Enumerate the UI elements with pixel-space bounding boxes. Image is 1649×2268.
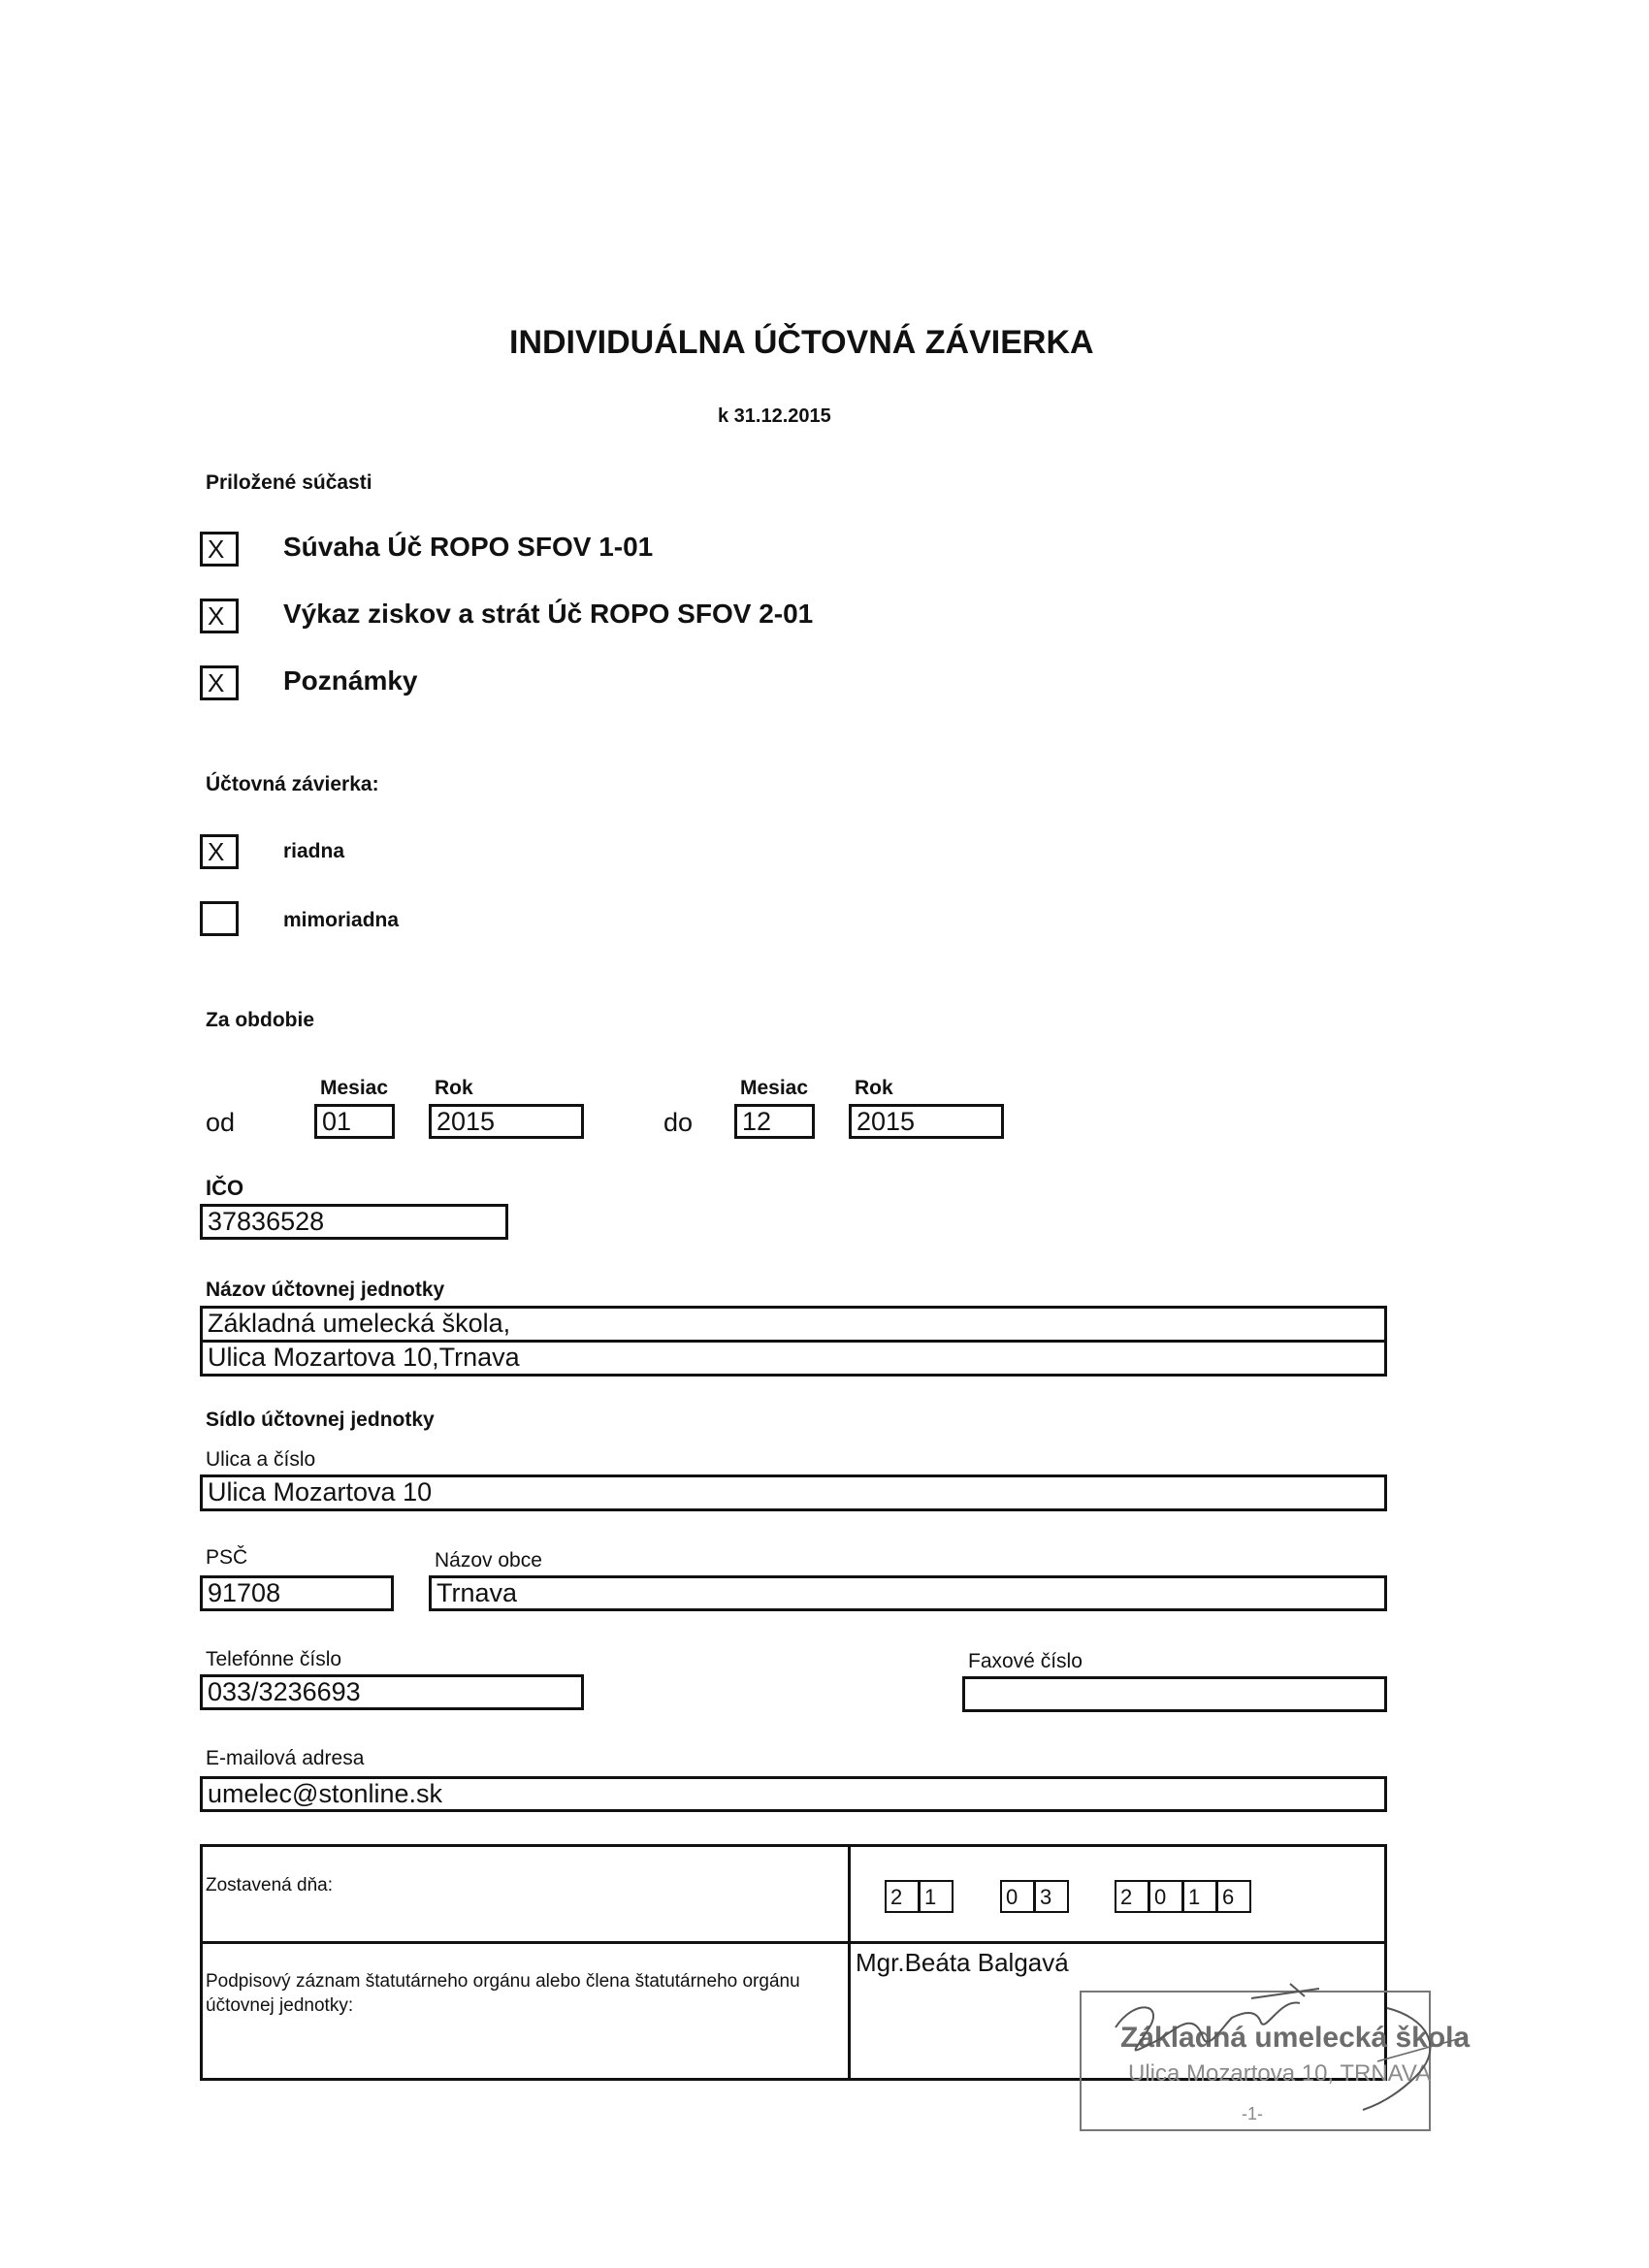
signature-label: Podpisový záznam štatutárneho orgánu alebo člena štatutárneho orgánu účtovnej jednotky: bbox=[206, 1971, 800, 2016]
stamp-page-number: -1- bbox=[1242, 2104, 1263, 2123]
compiled-day-digit-1[interactable]: 2 bbox=[885, 1880, 920, 1913]
city-field[interactable]: Trnava bbox=[429, 1575, 1387, 1611]
phone-field[interactable]: 033/3236693 bbox=[200, 1674, 584, 1710]
to-month-label: Mesiac bbox=[740, 1077, 809, 1099]
from-month-label: Mesiac bbox=[320, 1077, 389, 1099]
to-year-field[interactable]: 2015 bbox=[849, 1104, 1004, 1139]
date-line: k 31.12.2015 bbox=[718, 405, 831, 427]
from-year-label: Rok bbox=[435, 1077, 473, 1099]
table-horizontal-divider bbox=[200, 1941, 1387, 1944]
signatory-name: Mgr.Beáta Balgavá bbox=[856, 1948, 1069, 1977]
ico-label: IČO bbox=[206, 1176, 244, 1200]
compiled-label: Zostavená dňa: bbox=[206, 1875, 333, 1895]
from-label: od bbox=[206, 1108, 236, 1137]
attachment-profit-loss-checkbox[interactable]: X bbox=[200, 599, 239, 633]
handwritten-signature bbox=[1096, 1969, 1504, 2115]
stamp-text-line2: Ulica Mozartova 10, TRNAVA bbox=[1128, 2060, 1432, 2087]
fax-field[interactable] bbox=[962, 1676, 1387, 1712]
table-vertical-divider bbox=[848, 1844, 851, 2081]
compiled-day-digit-2[interactable]: 1 bbox=[919, 1880, 954, 1913]
stamp-text-line1: Základná umelecká škola bbox=[1120, 2022, 1471, 2054]
email-label: E-mailová adresa bbox=[206, 1747, 365, 1769]
entity-name-line1-field[interactable]: Základná umelecká škola, bbox=[200, 1306, 1387, 1343]
attachment-notes-label: Poznámky bbox=[283, 665, 418, 696]
compiled-year-digit-3[interactable]: 1 bbox=[1182, 1880, 1217, 1913]
closing-regular-label: riadna bbox=[283, 840, 345, 862]
attachment-balance-label: Súvaha Úč ROPO SFOV 1-01 bbox=[283, 532, 654, 562]
city-label: Názov obce bbox=[435, 1549, 542, 1571]
to-month-field[interactable]: 12 bbox=[734, 1104, 815, 1139]
closing-regular-checkbox[interactable]: X bbox=[200, 834, 239, 869]
compiled-year-digit-2[interactable]: 0 bbox=[1148, 1880, 1183, 1913]
street-field[interactable]: Ulica Mozartova 10 bbox=[200, 1474, 1387, 1511]
compiled-month-digit-1[interactable]: 0 bbox=[1000, 1880, 1035, 1913]
from-month-field[interactable]: 01 bbox=[314, 1104, 395, 1139]
to-label: do bbox=[663, 1108, 694, 1137]
ico-field[interactable]: 37836528 bbox=[200, 1204, 508, 1240]
closing-heading: Účtovná závierka: bbox=[206, 773, 379, 795]
email-field[interactable]: umelec@stonline.sk bbox=[200, 1776, 1387, 1812]
period-heading: Za obdobie bbox=[206, 1009, 314, 1031]
entity-name-line2-field[interactable]: Ulica Mozartova 10,Trnava bbox=[200, 1340, 1387, 1377]
compiled-month-digit-2[interactable]: 3 bbox=[1034, 1880, 1069, 1913]
from-year-field[interactable]: 2015 bbox=[429, 1104, 584, 1139]
street-label: Ulica a číslo bbox=[206, 1448, 316, 1471]
to-year-label: Rok bbox=[855, 1077, 893, 1099]
compiled-year-digit-1[interactable]: 2 bbox=[1115, 1880, 1149, 1913]
page-title: INDIVIDUÁLNA ÚČTOVNÁ ZÁVIERKA bbox=[509, 324, 1094, 361]
compiled-year-digit-4[interactable]: 6 bbox=[1216, 1880, 1251, 1913]
attachment-balance-checkbox[interactable]: X bbox=[200, 532, 239, 567]
phone-label: Telefónne číslo bbox=[206, 1648, 342, 1670]
attachments-heading: Priložené súčasti bbox=[206, 471, 372, 494]
psc-field[interactable]: 91708 bbox=[200, 1575, 394, 1611]
fax-label: Faxové číslo bbox=[968, 1650, 1083, 1672]
attachment-notes-checkbox[interactable]: X bbox=[200, 665, 239, 700]
psc-label: PSČ bbox=[206, 1546, 248, 1569]
seat-heading: Sídlo účtovnej jednotky bbox=[206, 1409, 435, 1431]
entity-name-label: Názov účtovnej jednotky bbox=[206, 1279, 445, 1301]
closing-extraordinary-label: mimoriadna bbox=[283, 909, 400, 931]
closing-extraordinary-checkbox[interactable] bbox=[200, 901, 239, 936]
attachment-profit-loss-label: Výkaz ziskov a strát Úč ROPO SFOV 2-01 bbox=[283, 599, 814, 629]
